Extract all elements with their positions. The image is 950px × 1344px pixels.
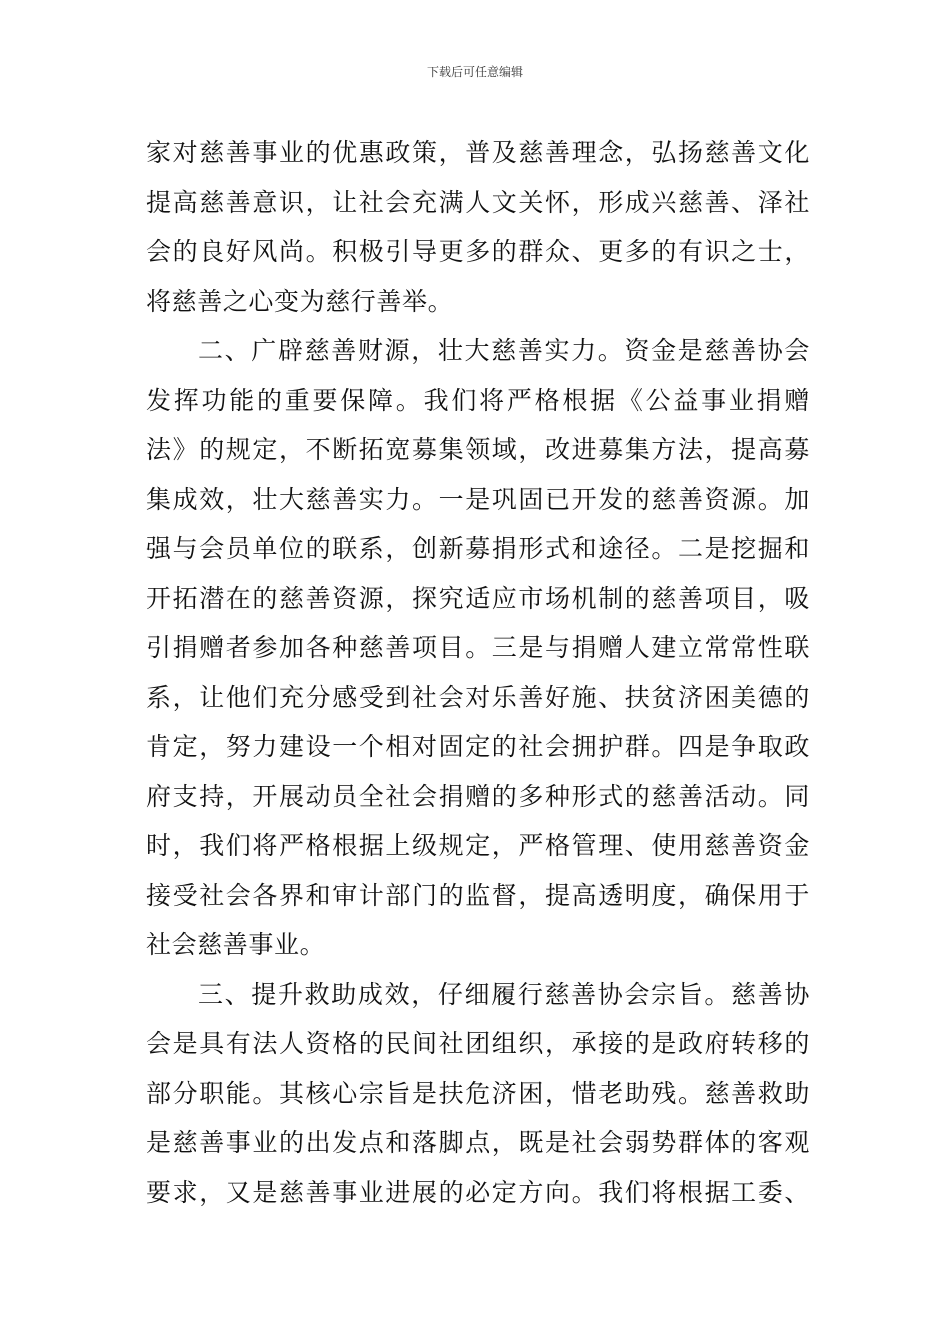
text-line: 会的良好风尚。积极引导更多的群众、更多的有识之士， (146, 237, 810, 266)
text-line: 法》的规定，不断拓宽募集领域，改进募集方法，提高募 (146, 435, 810, 464)
text-line: 府支持，开展动员全社会捐赠的多种形式的慈善活动。同 (146, 781, 810, 811)
text-line: 社会慈善事业。 (146, 930, 326, 959)
text-line: 接受社会各界和审计部门的监督，提高透明度，确保用于 (146, 880, 810, 910)
text-line: 时，我们将严格根据上级规定，严格管理、使用慈善资金 (146, 831, 810, 860)
text-line: 强与会员单位的联系，创新募捐形式和途径。二是挖掘和 (146, 534, 810, 563)
text-line: 二、广辟慈善财源，壮大慈善实力。资金是慈善协会 (198, 336, 810, 365)
text-line: 引捐赠者参加各种慈善项目。三是与捐赠人建立常常性联 (146, 633, 810, 662)
text-line: 要求，又是慈善事业进展的必定方向。我们将根据工委、 (146, 1177, 810, 1207)
text-line: 是慈善事业的出发点和落脚点，既是社会弱势群体的客观 (146, 1128, 810, 1157)
text-line: 肯定，努力建设一个相对固定的社会拥护群。四是争取政 (146, 732, 810, 761)
text-line: 三、提升救助成效，仔细履行慈善协会宗旨。慈善协 (198, 979, 810, 1009)
text-line: 将慈善之心变为慈行善举。 (146, 286, 454, 316)
paragraph-1 (146, 128, 810, 326)
text-line: 家对慈善事业的优惠政策，普及慈善理念，弘扬慈善文化 (146, 138, 810, 167)
paragraph-3 (146, 970, 810, 1218)
text-line: 集成效，壮大慈善实力。一是巩固已开发的慈善资源。加 (146, 484, 810, 514)
text-line: 提高慈善意识，让社会充满人文关怀，形成兴慈善、泽社 (146, 187, 810, 217)
text-line: 开拓潜在的慈善资源，探究适应市场机制的慈善项目，吸 (146, 583, 810, 613)
text-line: 会是具有法人资格的民间社团组织，承接的是政府转移的 (146, 1029, 810, 1058)
document-body (146, 128, 810, 1217)
text-line: 发挥功能的重要保障。我们将严格根据《公益事业捐赠 (146, 385, 810, 415)
paragraph-2 (146, 326, 810, 970)
page-header: 下载后可任意编辑 (426, 65, 523, 79)
text-line: 部分职能。其核心宗旨是扶危济困，惜老助残。慈善救助 (146, 1078, 810, 1108)
text-line: 系，让他们充分感受到社会对乐善好施、扶贫济困美德的 (146, 682, 810, 712)
